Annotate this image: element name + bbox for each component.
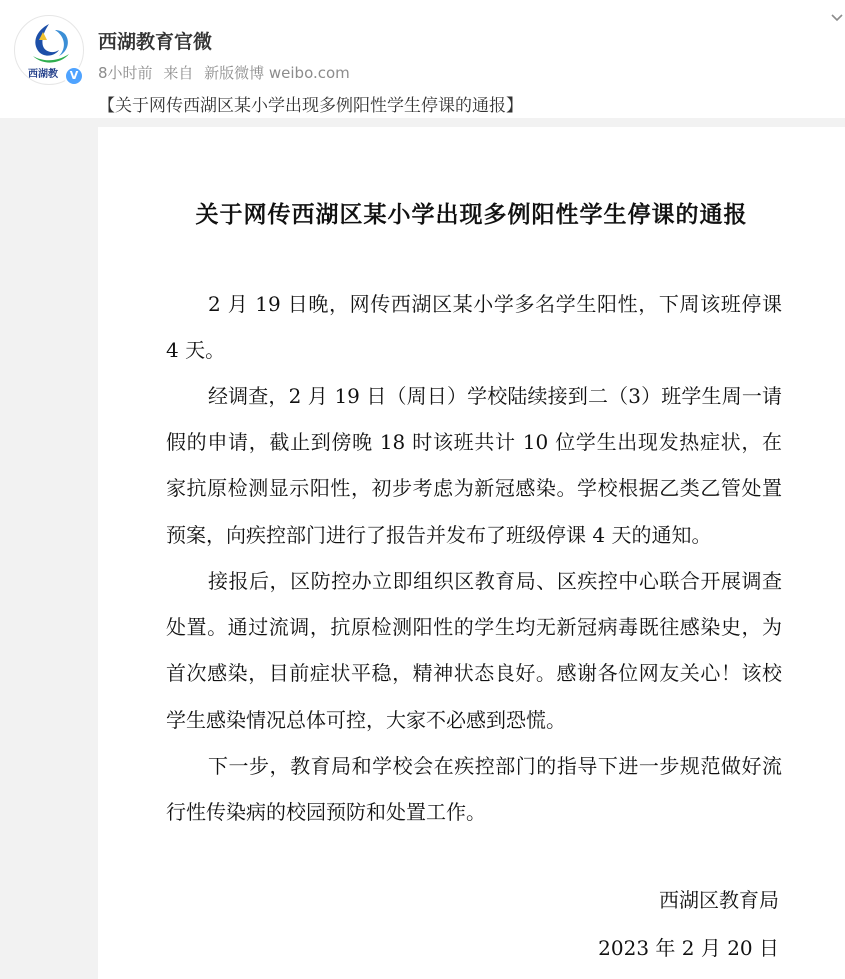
post-time[interactable]: 8小时前 [98,64,153,82]
post-text: 【关于网传西湖区某小学出现多例阳性学生停课的通报】 [98,96,523,116]
notice-paragraph: 2 月 19 日晚，网传西湖区某小学多名学生阳性，下周该班停课 4 天。 [166,292,782,363]
notice-paragraph: 下一步，教育局和学校会在疾控部门的指导下进一步规范做好流行性传染病的校园预防和处置工作。 [166,754,782,825]
notice-title: 关于网传西湖区某小学出现多例阳性学生停课的通报 [195,201,748,228]
notice-signature: 西湖区教育局 [659,888,779,912]
chevron-down-icon[interactable] [829,10,845,26]
post-source[interactable]: 新版微博 weibo.com [204,64,350,82]
notice-paragraph: 接报后，区防控办立即组织区教育局、区疾控中心联合开展调查处置。通过流调，抗原检测阳性的学生均无新冠病毒既往感染史，为首次感染，目前症状平稳，精神状态良好。感谢各位网友关心！该校学生感染情况总体可控，大家不必感到恐慌。 [166,569,782,732]
avatar-text: 西湖教 [28,69,58,80]
notice-paragraph: 经调查，2 月 19 日（周日）学校陆续接到二（3）班学生周一请假的申请，截止到傍晚 18 时该班共计 10 位学生出现发热症状，在家抗原检测显示阳性，初步考虑为新冠感染。学校根据乙类乙管处置预案，向疾控部门进行了报告并发布了班级停课 4 天的通知。 [166,384,782,547]
post-header [0,0,845,118]
notice-date: 2023 年 2 月 20 日 [598,936,779,960]
verified-mark: V [69,69,79,82]
post-meta [98,62,356,83]
notice-document [98,127,845,979]
source-prefix: 来自 [163,64,194,82]
verified-badge-icon [64,66,84,86]
account-name[interactable]: 西湖教育官微 [98,31,213,53]
